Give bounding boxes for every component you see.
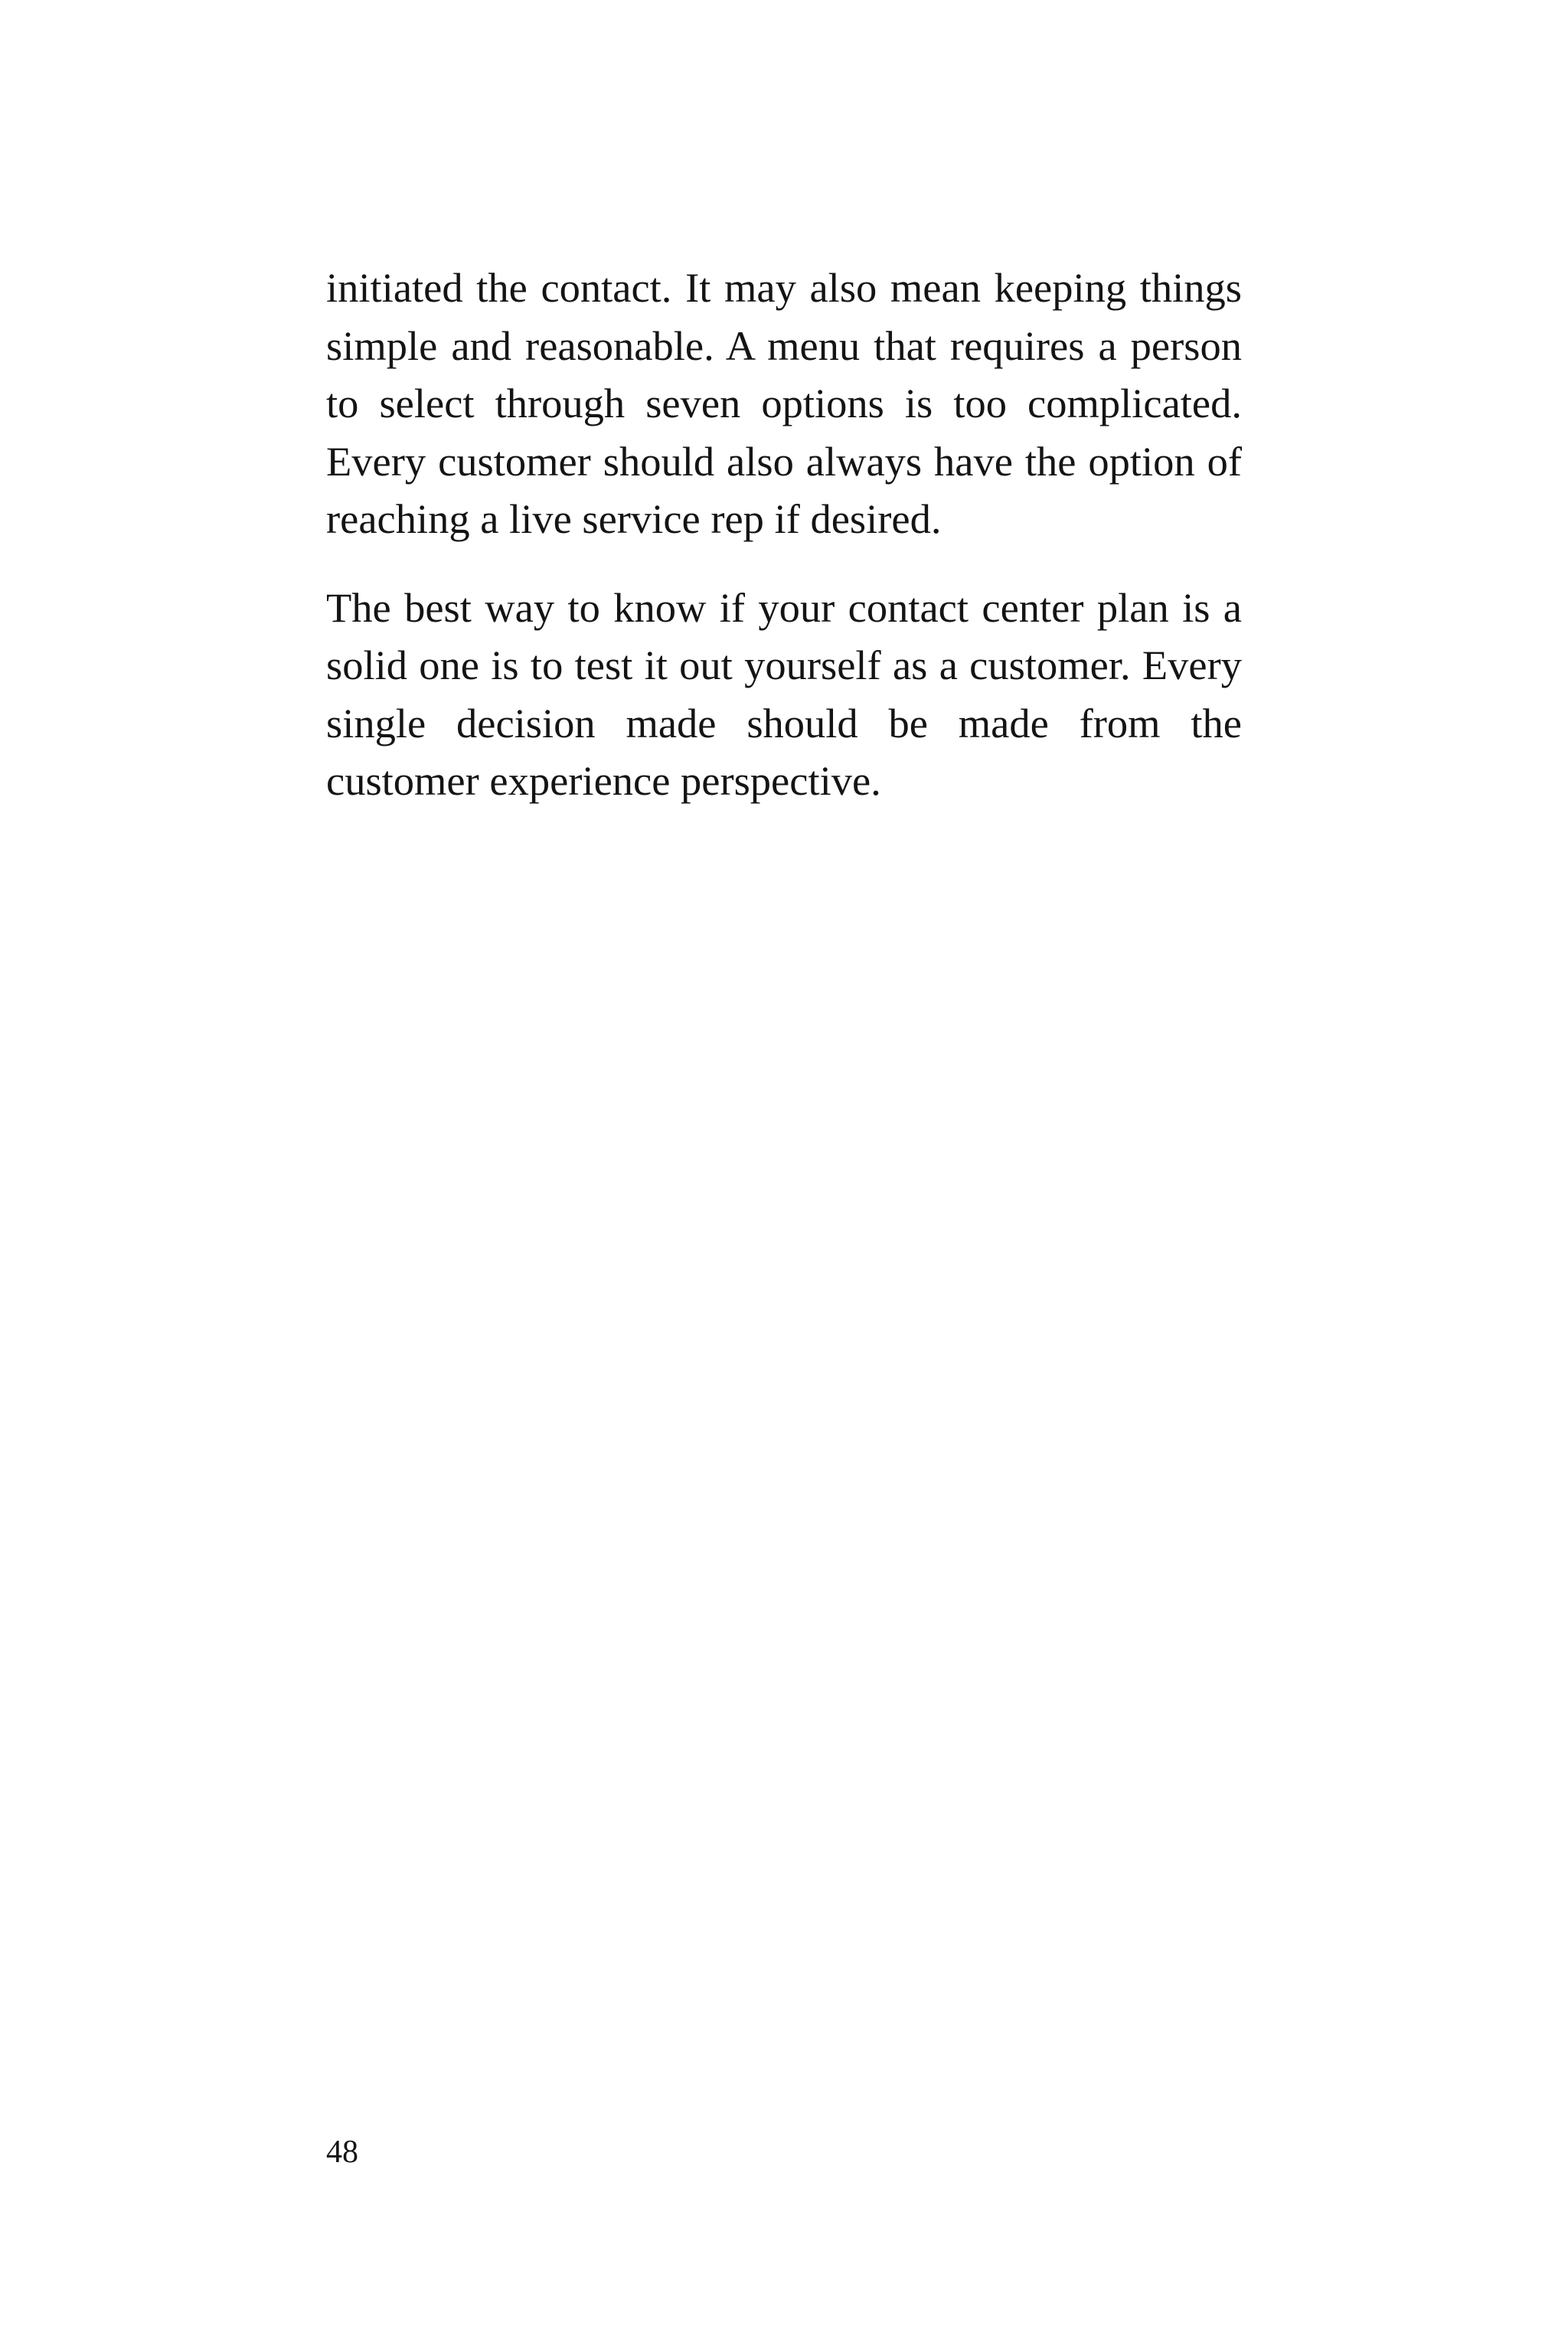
page-number: 48 [326,2135,358,2170]
paragraph-2: The best way to know if your contact center plan is a solid one is to test it out yourself as a customer. Every single decision made should be made from the customer experience perspective. [326,583,1242,804]
body-text [326,259,1242,810]
paragraph-1: initiated the contact. It may also mean keeping things simple and reasonable. A menu that requires a person to select through seven options is too complicated. Every customer should also always have the option of reaching a live service rep if desired. [326,264,1242,542]
